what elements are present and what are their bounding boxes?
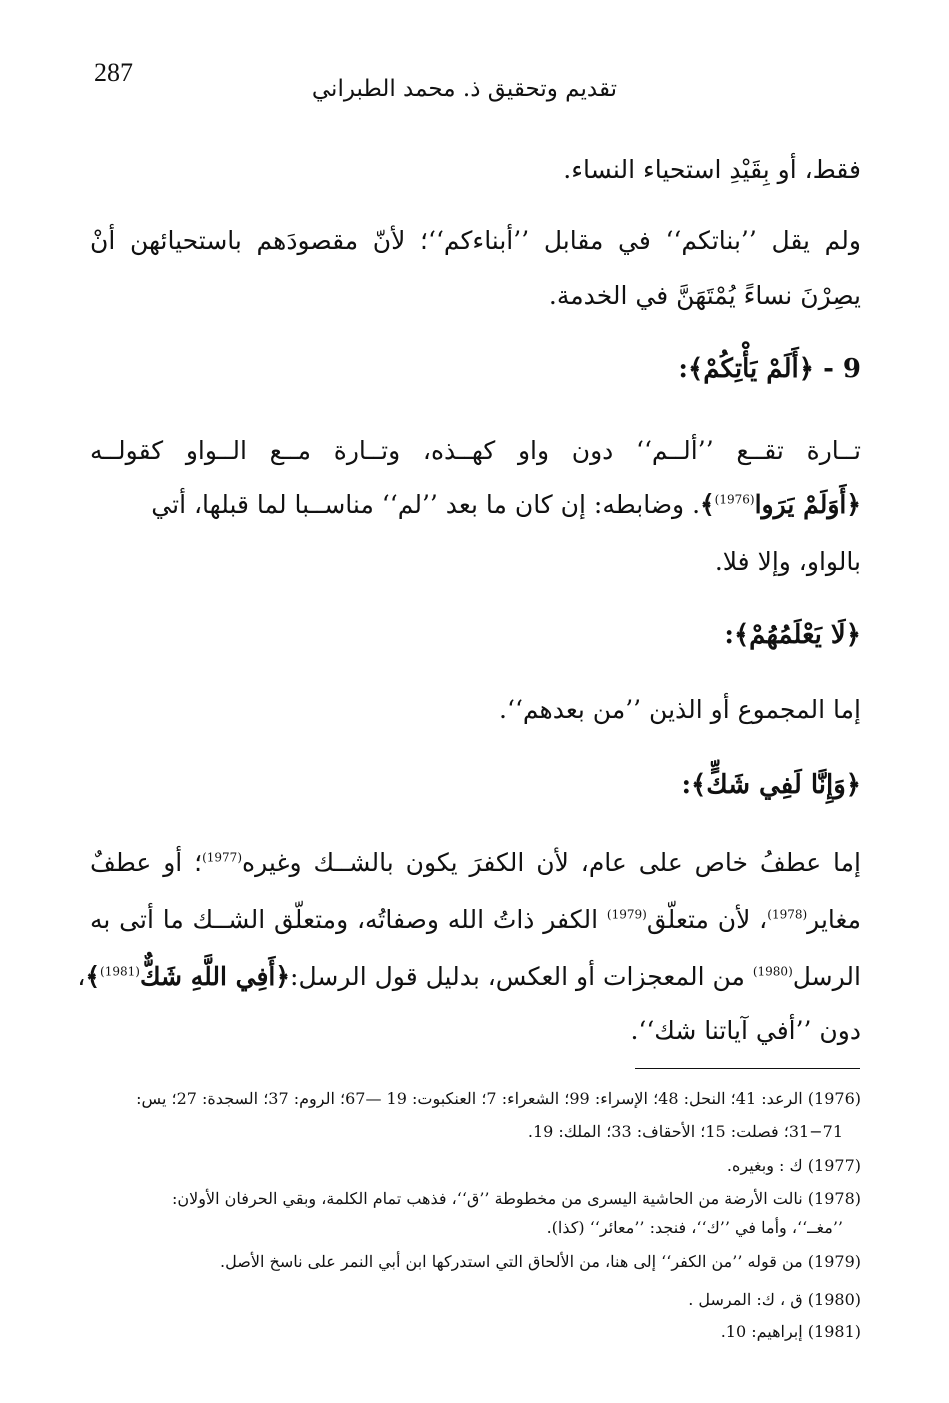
quran-verse: ﴿أَلَمْ يَأْتِكُمْ﴾ [687, 354, 814, 384]
paragraph-text: ، لأن متعلّق [646, 905, 768, 934]
paragraph-text: ، [77, 962, 86, 991]
footnote-ref: (1977) [202, 850, 242, 865]
footnote-ref: (1976) [714, 492, 755, 507]
section-heading-shak [681, 768, 861, 802]
section-heading-la-yalamuhum [724, 618, 861, 652]
quran-verse-close: ﴾ [85, 962, 101, 991]
heading-colon: : [681, 770, 692, 800]
paragraph-text: ؛ أو عطفٌ [90, 848, 203, 877]
paragraph-line: فقط، أو بِقَيْدِ استحياء النساء. [563, 155, 861, 184]
footnote-ref: (1980) [752, 964, 793, 979]
footnote-1980: (1980) ق ، ك: المرسل . [688, 1290, 861, 1309]
paragraph-text: . وضابطه: إن كان ما بعد ’’لم‘‘ مناســبا لما قبلها، أتي [151, 490, 701, 519]
paragraph-line [77, 960, 861, 994]
footnote-1978-continued: ’’مغــ‘‘، وأما في ’’ك‘‘، فنجد: ’’معائر‘‘ (كذا). [546, 1218, 843, 1237]
footnote-divider [635, 1068, 860, 1069]
paragraph-line: دون ’’أفي آياتنا شك‘‘. [630, 1016, 861, 1045]
paragraph-line [90, 903, 861, 937]
heading-colon: : [678, 354, 688, 384]
footnote-1977: (1977) ك : وبغيره. [726, 1156, 861, 1175]
footnote-ref: (1978) [767, 907, 808, 922]
footnote-1976-continued: 31−71؛ فصلت: 15؛ الأحقاف: 33؛ الملك: 19. [527, 1122, 843, 1141]
footnote-ref: (1981) [100, 964, 140, 979]
heading-colon: : [724, 620, 734, 650]
paragraph-line: ولم يقل ’’بناتكم‘‘ في مقابل ’’أبناءكم‘‘؛ لأنّ مقصودَهم باستحيائهن أنْ [90, 226, 861, 255]
section-heading-9 [678, 352, 861, 386]
paragraph-line [151, 488, 861, 522]
quran-verse: ﴿أَفِي اللَّهِ شَكٌّ [139, 962, 291, 991]
quran-verse-close: ﴾ [700, 490, 715, 519]
quran-verse: ﴿أَوَلَمْ يَرَوا [754, 490, 861, 519]
page-number: 287 [94, 58, 133, 87]
quran-verse: ﴿لَا يَعْلَمُهُمْ﴾ [733, 620, 861, 650]
paragraph-text: مغاير [807, 905, 861, 934]
paragraph-text: الكفر ذاتُ الله وصفاتُه، ومتعلّق الشــك ما أتى به [90, 905, 607, 934]
paragraph-line: بالواو، وإلا فلا. [714, 547, 861, 576]
paragraph-line: تــارة تقــع ’’ألــم‘‘ دون واو كهــذه، وتــارة مــع الــواو كقولــه [90, 436, 861, 465]
heading-number: 9 - [823, 354, 861, 384]
paragraph-line: يصِرْنَ نساءً يُمْتَهَنَّ في الخدمة. [548, 281, 861, 310]
paragraph-line [90, 846, 861, 880]
paragraph-text: من المعجزات أو العكس، بدليل قول الرسل: [290, 962, 753, 991]
paragraph-line: إما المجموع أو الذين ’’من بعدهم‘‘. [499, 695, 861, 724]
footnote-1981: (1981) إبراهيم: 10. [720, 1322, 861, 1341]
footnote-1978: (1978) نالت الأرضة من الحاشية اليسرى من مخطوطة ’’ق‘‘، فذهب تمام الكلمة، وبقي الحرفان الأولان: [172, 1189, 861, 1208]
paragraph-text: إما عطفُ خاص على عام، لأن الكفرَ يكون بالشــك وغيره [242, 848, 861, 877]
footnote-ref: (1979) [606, 907, 647, 922]
quran-verse: ﴿وَإِنَّا لَفِي شَكٍّ﴾ [691, 770, 861, 800]
footnote-1979: (1979) من قوله ’’من الكفر‘‘ إلى هنا، من الألحاق التي استدركها ابن أبي النمر على ناسخ الأصل. [220, 1252, 861, 1271]
footnote-1976: (1976) الرعد: 41؛ النحل: 48؛ الإسراء: 99؛ الشعراء: 7؛ العنكبوت: 19 —67؛ الروم: 37؛ السجدة: 27؛ يس: [136, 1089, 861, 1108]
paragraph-text: الرسل [792, 962, 861, 991]
running-header: تقديم وتحقيق ذ. محمد الطبراني [311, 76, 617, 102]
